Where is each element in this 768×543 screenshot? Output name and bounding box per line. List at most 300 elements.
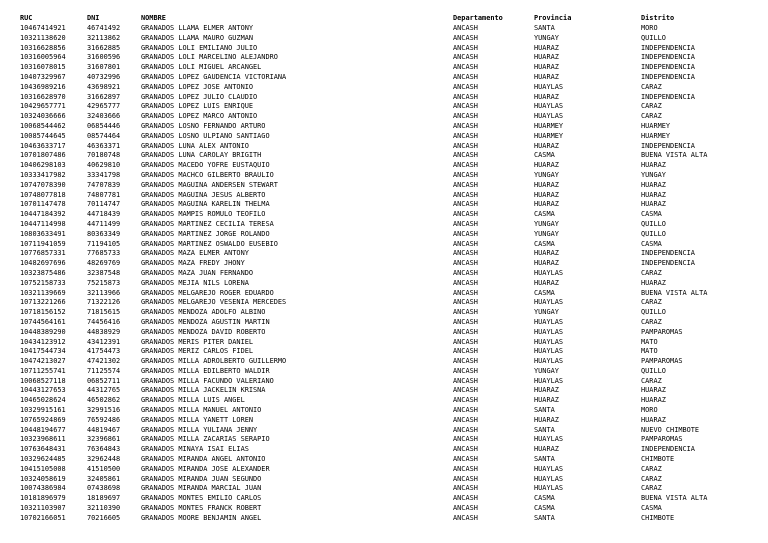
- table-row: [20, 259, 751, 269]
- departamento-cell: ANCASH: [453, 435, 478, 444]
- ruc-cell: 10443127653: [20, 386, 66, 395]
- distrito-cell: HUARAZ: [641, 386, 666, 395]
- provincia-cell: HUAYLAS: [534, 376, 564, 385]
- distrito-cell: CASMA: [641, 239, 662, 248]
- table-row: [20, 367, 751, 377]
- ruc-cell: 10323875486: [20, 268, 66, 277]
- provincia-cell: HUAYLAS: [534, 317, 564, 326]
- table-row: [20, 416, 751, 426]
- dni-cell: 48269769: [87, 259, 121, 268]
- ruc-cell: 10415105008: [20, 464, 66, 473]
- table-row: [20, 455, 751, 465]
- ruc-cell: 10329624485: [20, 455, 66, 464]
- ruc-cell: 10448194677: [20, 425, 66, 434]
- nombre-cell: GRANADOS MILLA ADROLBERTO GUILLERMO: [141, 357, 287, 366]
- dni-cell: 42965777: [87, 102, 121, 111]
- nombre-cell: GRANADOS MARTINEZ CECILIA TERESA: [141, 219, 274, 228]
- header-distrito: Distrito: [641, 14, 675, 23]
- dni-cell: 06854446: [87, 121, 121, 130]
- table-row: [20, 396, 751, 406]
- table-row: [20, 181, 751, 191]
- nombre-cell: GRANADOS LUNA ALEX ANTONIO: [141, 141, 249, 150]
- dni-cell: 46502862: [87, 396, 121, 405]
- distrito-cell: QUILLO: [641, 33, 666, 42]
- provincia-cell: HUARMEY: [534, 131, 564, 140]
- provincia-cell: HUAYLAS: [534, 268, 564, 277]
- provincia-cell: CASMA: [534, 288, 555, 297]
- ruc-cell: 10701807486: [20, 151, 66, 160]
- departamento-cell: ANCASH: [453, 131, 478, 140]
- provincia-cell: SANTA: [534, 455, 555, 464]
- departamento-cell: ANCASH: [453, 200, 478, 209]
- nombre-cell: GRANADOS LOLI MARCELINO ALEJANDRO: [141, 53, 278, 62]
- ruc-cell: 10085744645: [20, 131, 66, 140]
- header-nombre: NOMBRE: [141, 14, 166, 23]
- distrito-cell: CARAZ: [641, 102, 662, 111]
- table-row: [20, 475, 751, 485]
- distrito-cell: CARAZ: [641, 82, 662, 91]
- nombre-cell: GRANADOS LOPEZ GAUDENCIA VICTORIANA: [141, 72, 287, 81]
- ruc-cell: 10333417982: [20, 170, 66, 179]
- dni-cell: 46741492: [87, 24, 121, 32]
- nombre-cell: GRANADOS LLAMA ELMER ANTONY: [141, 24, 254, 32]
- dni-cell: 71194105: [87, 239, 121, 248]
- distrito-cell: INDEPENDENCIA: [641, 249, 695, 258]
- departamento-cell: ANCASH: [453, 337, 478, 346]
- dni-cell: 74707839: [87, 180, 121, 189]
- dni-cell: 70114747: [87, 200, 121, 209]
- departamento-cell: ANCASH: [453, 494, 478, 503]
- provincia-cell: HUAYLAS: [534, 102, 564, 111]
- provincia-cell: HUARAZ: [534, 92, 559, 101]
- departamento-cell: ANCASH: [453, 210, 478, 219]
- ruc-cell: 10463633717: [20, 141, 66, 150]
- ruc-cell: 10329915161: [20, 406, 66, 415]
- departamento-cell: ANCASH: [453, 484, 478, 493]
- distrito-cell: CARAZ: [641, 474, 662, 483]
- ruc-cell: 10711255741: [20, 366, 66, 375]
- ruc-cell: 10323968611: [20, 435, 66, 444]
- ruc-cell: 10074386984: [20, 484, 66, 493]
- provincia-cell: YUNGAY: [534, 366, 559, 375]
- provincia-cell: HUAYLAS: [534, 337, 564, 346]
- provincia-cell: SANTA: [534, 513, 555, 522]
- ruc-cell: 10465028624: [20, 396, 66, 405]
- ruc-cell: 10407329967: [20, 72, 66, 81]
- distrito-cell: CARAZ: [641, 317, 662, 326]
- ruc-cell: 10316628970: [20, 92, 66, 101]
- distrito-cell: CHIMBOTE: [641, 455, 675, 464]
- provincia-cell: YUNGAY: [534, 170, 559, 179]
- ruc-cell: 10321103907: [20, 504, 66, 513]
- ruc-cell: 10747078390: [20, 180, 66, 189]
- departamento-cell: ANCASH: [453, 43, 478, 52]
- dni-cell: 71125574: [87, 366, 121, 375]
- departamento-cell: ANCASH: [453, 308, 478, 317]
- ruc-cell: 10713221266: [20, 298, 66, 307]
- nombre-cell: GRANADOS LOLI EMILIANO JULIO: [141, 43, 258, 52]
- provincia-cell: HUARAZ: [534, 386, 559, 395]
- table-row: [20, 151, 751, 161]
- departamento-cell: ANCASH: [453, 396, 478, 405]
- table-row: [20, 240, 751, 250]
- table-row: [20, 63, 751, 73]
- ruc-cell: 10436989216: [20, 82, 66, 91]
- nombre-cell: GRANADOS MAMPIS ROMULO TEOFILO: [141, 210, 266, 219]
- distrito-cell: HUARAZ: [641, 396, 666, 405]
- distrito-cell: HUARAZ: [641, 180, 666, 189]
- provincia-cell: HUARAZ: [534, 141, 559, 150]
- distrito-cell: MATO: [641, 337, 658, 346]
- ruc-cell: 10467414921: [20, 24, 66, 32]
- departamento-cell: ANCASH: [453, 298, 478, 307]
- ruc-cell: 10316005964: [20, 53, 66, 62]
- distrito-cell: INDEPENDENCIA: [641, 141, 695, 150]
- dni-cell: 32991516: [87, 406, 121, 415]
- nombre-cell: GRANADOS MACHCO GILBERTO BRAULIO: [141, 170, 274, 179]
- dni-cell: 41754473: [87, 347, 121, 356]
- provincia-cell: HUARAZ: [534, 63, 559, 72]
- dni-cell: 74807781: [87, 190, 121, 199]
- table-row: [20, 112, 751, 122]
- dni-cell: 44312765: [87, 386, 121, 395]
- table-row: [20, 230, 751, 240]
- table-row: [20, 171, 751, 181]
- departamento-cell: ANCASH: [453, 63, 478, 72]
- departamento-cell: ANCASH: [453, 366, 478, 375]
- distrito-cell: INDEPENDENCIA: [641, 259, 695, 268]
- table-row: [20, 44, 751, 54]
- provincia-cell: HUARAZ: [534, 445, 559, 454]
- nombre-cell: GRANADOS LOPEZ LUIS ENRIQUE: [141, 102, 254, 111]
- distrito-cell: QUILLO: [641, 366, 666, 375]
- provincia-cell: HUAYLAS: [534, 435, 564, 444]
- provincia-cell: HUARAZ: [534, 53, 559, 62]
- table-row: [20, 504, 751, 514]
- provincia-cell: SANTA: [534, 24, 555, 32]
- nombre-cell: GRANADOS MILLA LUIS ANGEL: [141, 396, 245, 405]
- nombre-cell: GRANADOS MENDOZA ADOLFO ALBINO: [141, 308, 266, 317]
- table-row: [20, 514, 751, 524]
- ruc-cell: 10744564161: [20, 317, 66, 326]
- dni-cell: 44819467: [87, 425, 121, 434]
- dni-cell: 47421302: [87, 357, 121, 366]
- dni-cell: 32113862: [87, 33, 121, 42]
- ruc-cell: 10718156152: [20, 308, 66, 317]
- departamento-cell: ANCASH: [453, 278, 478, 287]
- provincia-cell: HUARAZ: [534, 259, 559, 268]
- distrito-cell: INDEPENDENCIA: [641, 92, 695, 101]
- nombre-cell: GRANADOS MIRANDA JOSE ALEXANDER: [141, 464, 270, 473]
- table-row: [20, 484, 751, 494]
- nombre-cell: GRANADOS MAGUIÑA KARELIN THELMA: [141, 200, 270, 209]
- ruc-cell: 10701147478: [20, 200, 66, 209]
- dni-cell: 71815615: [87, 308, 121, 317]
- provincia-cell: YUNGAY: [534, 33, 559, 42]
- dni-cell: 76592486: [87, 415, 121, 424]
- dni-cell: 31607801: [87, 63, 121, 72]
- nombre-cell: GRANADOS MERIS PITER DANIEL: [141, 337, 254, 346]
- departamento-cell: ANCASH: [453, 170, 478, 179]
- departamento-cell: ANCASH: [453, 474, 478, 483]
- table-row: [20, 53, 751, 63]
- table-row: [20, 73, 751, 83]
- ruc-cell: 10447184392: [20, 210, 66, 219]
- table-row: [20, 406, 751, 416]
- departamento-cell: ANCASH: [453, 445, 478, 454]
- provincia-cell: HUARAZ: [534, 278, 559, 287]
- provincia-cell: SANTA: [534, 425, 555, 434]
- table-row: [20, 318, 751, 328]
- nombre-cell: GRANADOS LOPEZ JULIO CLAUDIO: [141, 92, 258, 101]
- table-row: [20, 249, 751, 259]
- provincia-cell: HUARAZ: [534, 190, 559, 199]
- departamento-cell: ANCASH: [453, 151, 478, 160]
- nombre-cell: GRANADOS MAZA JUAN FERNANDO: [141, 268, 254, 277]
- dni-cell: 43412391: [87, 337, 121, 346]
- dni-cell: 40732996: [87, 72, 121, 81]
- departamento-cell: ANCASH: [453, 327, 478, 336]
- ruc-cell: 10321139669: [20, 288, 66, 297]
- provincia-cell: HUARAZ: [534, 43, 559, 52]
- dni-cell: 32110390: [87, 504, 121, 513]
- dni-cell: 06852711: [87, 376, 121, 385]
- departamento-cell: ANCASH: [453, 386, 478, 395]
- departamento-cell: ANCASH: [453, 229, 478, 238]
- nombre-cell: GRANADOS MAGUIÑA JESUS ALBERTO: [141, 190, 266, 199]
- ruc-cell: 10702166051: [20, 513, 66, 522]
- provincia-cell: HUAYLAS: [534, 298, 564, 307]
- departamento-cell: ANCASH: [453, 82, 478, 91]
- ruc-cell: 10748077818: [20, 190, 66, 199]
- departamento-cell: ANCASH: [453, 268, 478, 277]
- distrito-cell: INDEPENDENCIA: [641, 43, 695, 52]
- distrito-cell: CARAZ: [641, 268, 662, 277]
- distrito-cell: INDEPENDENCIA: [641, 72, 695, 81]
- distrito-cell: HUARAZ: [641, 200, 666, 209]
- ruc-cell: 10068544462: [20, 121, 66, 130]
- distrito-cell: HUARMEY: [641, 131, 671, 140]
- nombre-cell: GRANADOS MERIZ CARLOS FIDEL: [141, 347, 254, 356]
- ruc-cell: 10429657771: [20, 102, 66, 111]
- provincia-cell: HUAYLAS: [534, 464, 564, 473]
- nombre-cell: GRANADOS MAZA FREDY JHONY: [141, 259, 245, 268]
- nombre-cell: GRANADOS MELGAREJO ROGER EDUARDO: [141, 288, 274, 297]
- departamento-cell: ANCASH: [453, 376, 478, 385]
- nombre-cell: GRANADOS MENDOZA DAVID ROBERTO: [141, 327, 266, 336]
- table-row: [20, 24, 751, 34]
- departamento-cell: ANCASH: [453, 24, 478, 32]
- provincia-cell: HUARAZ: [534, 72, 559, 81]
- nombre-cell: GRANADOS MOORE BENJAMIN ANGEL: [141, 513, 262, 522]
- dni-cell: 32396861: [87, 435, 121, 444]
- nombre-cell: GRANADOS MACEDO YOFRE EUSTAQUIO: [141, 161, 270, 170]
- provincia-cell: HUAYLAS: [534, 357, 564, 366]
- dni-cell: 46363371: [87, 141, 121, 150]
- ruc-cell: 10474213027: [20, 357, 66, 366]
- ruc-cell: 10324058619: [20, 474, 66, 483]
- departamento-cell: ANCASH: [453, 141, 478, 150]
- table-row: [20, 377, 751, 387]
- table-row: [20, 308, 751, 318]
- provincia-cell: HUAYLAS: [534, 327, 564, 336]
- nombre-cell: GRANADOS MILLA ZACARIAS SERAPIO: [141, 435, 270, 444]
- dni-cell: 71322126: [87, 298, 121, 307]
- departamento-cell: ANCASH: [453, 92, 478, 101]
- table-row: [20, 83, 751, 93]
- table-row: [20, 328, 751, 338]
- provincia-cell: HUARAZ: [534, 396, 559, 405]
- nombre-cell: GRANADOS MILLA YANETT LOREN: [141, 415, 254, 424]
- departamento-cell: ANCASH: [453, 102, 478, 111]
- departamento-cell: ANCASH: [453, 504, 478, 513]
- ruc-cell: 10447114998: [20, 219, 66, 228]
- provincia-cell: HUARAZ: [534, 249, 559, 258]
- provincia-cell: CASMA: [534, 151, 555, 160]
- header-departamento: Departamento: [453, 14, 503, 23]
- table-row: [20, 122, 751, 132]
- nombre-cell: GRANADOS MONTES EMILIO CARLOS: [141, 494, 262, 503]
- departamento-cell: ANCASH: [453, 72, 478, 81]
- distrito-cell: INDEPENDENCIA: [641, 53, 695, 62]
- dni-cell: 32387548: [87, 268, 121, 277]
- table-row: [20, 269, 751, 279]
- ruc-cell: 10448389290: [20, 327, 66, 336]
- nombre-cell: GRANADOS MAGUIÑA ANDERSEN STEWART: [141, 180, 278, 189]
- provincia-cell: YUNGAY: [534, 219, 559, 228]
- departamento-cell: ANCASH: [453, 464, 478, 473]
- dni-cell: 31662897: [87, 92, 121, 101]
- departamento-cell: ANCASH: [453, 239, 478, 248]
- table-row: [20, 142, 751, 152]
- dni-cell: 32962448: [87, 455, 121, 464]
- distrito-cell: BUENA VISTA ALTA: [641, 151, 708, 160]
- table-row: [20, 465, 751, 475]
- distrito-cell: CARAZ: [641, 484, 662, 493]
- dni-cell: 70216605: [87, 513, 121, 522]
- dni-cell: 43698921: [87, 82, 121, 91]
- provincia-cell: HUARAZ: [534, 415, 559, 424]
- ruc-cell: 10763648431: [20, 445, 66, 454]
- nombre-cell: GRANADOS LUNA CAROLAY BRIGITH: [141, 151, 262, 160]
- table-row: [20, 435, 751, 445]
- nombre-cell: GRANADOS LOPEZ JOSE ANTONIO: [141, 82, 254, 91]
- distrito-cell: HUARAZ: [641, 415, 666, 424]
- departamento-cell: ANCASH: [453, 415, 478, 424]
- ruc-cell: 10434123912: [20, 337, 66, 346]
- distrito-cell: YUNGAY: [641, 170, 666, 179]
- ruc-cell: 10711941059: [20, 239, 66, 248]
- ruc-cell: 10776857331: [20, 249, 66, 258]
- dni-cell: 77685733: [87, 249, 121, 258]
- table-row: [20, 347, 751, 357]
- dni-cell: 33341798: [87, 170, 121, 179]
- nombre-cell: GRANADOS MINAYA ISAI ELIAS: [141, 445, 249, 454]
- dni-cell: 44711499: [87, 219, 121, 228]
- nombre-cell: GRANADOS MIRANDA JUAN SEGUNDO: [141, 474, 262, 483]
- distrito-cell: QUILLO: [641, 219, 666, 228]
- dni-cell: 40629810: [87, 161, 121, 170]
- distrito-cell: QUILLO: [641, 229, 666, 238]
- distrito-cell: CASMA: [641, 504, 662, 513]
- table-row: [20, 279, 751, 289]
- header-row: [20, 14, 751, 24]
- nombre-cell: GRANADOS LLAMA MAURO GUZMAN: [141, 33, 254, 42]
- provincia-cell: HUAYLAS: [534, 82, 564, 91]
- dni-cell: 31662885: [87, 43, 121, 52]
- ruc-cell: 10417544734: [20, 347, 66, 356]
- ruc-cell: 10324036666: [20, 112, 66, 121]
- dni-cell: 32403666: [87, 112, 121, 121]
- ruc-cell: 10068527118: [20, 376, 66, 385]
- distrito-cell: CHIMBOTE: [641, 513, 675, 522]
- dni-cell: 41510500: [87, 464, 121, 473]
- table-row: [20, 426, 751, 436]
- nombre-cell: GRANADOS LOSNO ULPIANO SANTIAGO: [141, 131, 270, 140]
- departamento-cell: ANCASH: [453, 357, 478, 366]
- distrito-cell: NUEVO CHIMBOTE: [641, 425, 700, 434]
- departamento-cell: ANCASH: [453, 406, 478, 415]
- departamento-cell: ANCASH: [453, 259, 478, 268]
- dni-cell: 18189697: [87, 494, 121, 503]
- departamento-cell: ANCASH: [453, 317, 478, 326]
- provincia-cell: CASMA: [534, 239, 555, 248]
- dni-cell: 74456416: [87, 317, 121, 326]
- distrito-cell: CARAZ: [641, 464, 662, 473]
- provincia-cell: HUARAZ: [534, 161, 559, 170]
- distrito-cell: PAMPAROMAS: [641, 327, 683, 336]
- nombre-cell: GRANADOS MILLA MANUEL ANTONIO: [141, 406, 262, 415]
- nombre-cell: GRANADOS MILLA JACKELIN KRISNA: [141, 386, 266, 395]
- distrito-cell: CARAZ: [641, 298, 662, 307]
- distrito-cell: CASMA: [641, 210, 662, 219]
- nombre-cell: GRANADOS MARTINEZ OSWALDO EUSEBIO: [141, 239, 278, 248]
- departamento-cell: ANCASH: [453, 347, 478, 356]
- departamento-cell: ANCASH: [453, 190, 478, 199]
- table-row: [20, 102, 751, 112]
- table-row: [20, 357, 751, 367]
- dni-cell: 75215873: [87, 278, 121, 287]
- records-table: [20, 14, 751, 524]
- departamento-cell: ANCASH: [453, 33, 478, 42]
- dni-cell: 76364843: [87, 445, 121, 454]
- header-ruc: RUC: [20, 14, 33, 23]
- provincia-cell: CASMA: [534, 504, 555, 513]
- provincia-cell: SANTA: [534, 406, 555, 415]
- provincia-cell: HUAYLAS: [534, 112, 564, 121]
- departamento-cell: ANCASH: [453, 249, 478, 258]
- distrito-cell: PAMPAROMAS: [641, 435, 683, 444]
- dni-cell: 32113966: [87, 288, 121, 297]
- nombre-cell: GRANADOS LOSNO FERNANDO ARTURO: [141, 121, 266, 130]
- distrito-cell: BUENA VISTA ALTA: [641, 494, 708, 503]
- ruc-cell: 10316078015: [20, 63, 66, 72]
- nombre-cell: GRANADOS MIRANDA MARCIAL JUAN: [141, 484, 262, 493]
- table-row: [20, 93, 751, 103]
- departamento-cell: ANCASH: [453, 53, 478, 62]
- ruc-cell: 10316628856: [20, 43, 66, 52]
- nombre-cell: GRANADOS MAZA ELMER ANTONY: [141, 249, 249, 258]
- table-row: [20, 34, 751, 44]
- distrito-cell: HUARAZ: [641, 190, 666, 199]
- nombre-cell: GRANADOS MEJIA NILS LORENA: [141, 278, 249, 287]
- header-provincia: Provincia: [534, 14, 572, 23]
- dni-cell: 80363349: [87, 229, 121, 238]
- table-row: [20, 386, 751, 396]
- provincia-cell: HUARMEY: [534, 121, 564, 130]
- ruc-cell: 10181896979: [20, 494, 66, 503]
- departamento-cell: ANCASH: [453, 513, 478, 522]
